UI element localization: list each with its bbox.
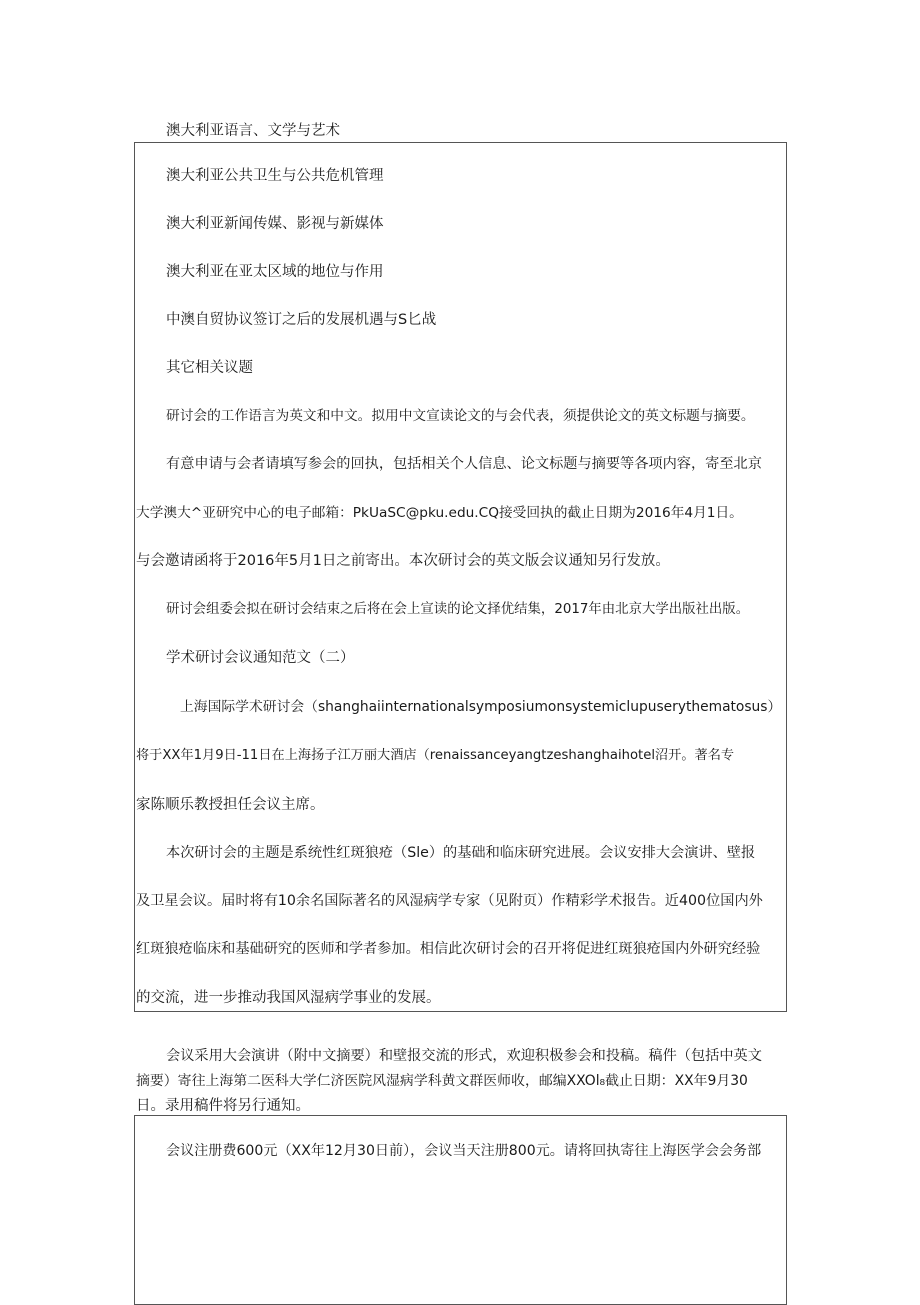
text-line: 及卫星会议。届时将有10余名国际著名的风湿病学专家（见附页）作精彩学术报告。近400位国内外 xyxy=(136,893,763,909)
text-line: 其它相关议题 xyxy=(166,360,253,376)
text-line: 红斑狼疮临床和基础研究的医师和学者参加。相信此次研讨会的召开将促进红斑狼疮国内外研究经验 xyxy=(136,941,761,957)
text-line: 中澳自贸协议签订之后的发展机遇与S匕战 xyxy=(166,312,437,328)
text-line: 研讨会的工作语言为英文和中文。拟用中文宣读论文的与会代表，须提供论文的英文标题与摘要。 xyxy=(166,408,755,424)
text-line: 会议采用大会演讲（附中文摘要）和壁报交流的形式，欢迎积极参会和投稿。稿件（包括中英文 xyxy=(166,1048,762,1064)
text-line: 澳大利亚公共卫生与公共危机管理 xyxy=(166,168,384,184)
text-line: 研讨会组委会拟在研讨会结束之后将在会上宣读的论文择优结集，2017年由北京大学出版社出版。 xyxy=(166,602,750,617)
text-line: 本次研讨会的主题是系统性红斑狼疮（Sle）的基础和临床研究进展。会议安排大会演讲、壁报 xyxy=(166,845,756,861)
text-line: 澳大利亚语言、文学与艺术 xyxy=(166,123,340,139)
text-line: 澳大利亚在亚太区域的地位与作用 xyxy=(166,264,384,280)
text-line: 家陈顺乐教授担任会议主席。 xyxy=(136,797,325,813)
text-line: 有意申请与会者请填写参会的回执，包括相关个人信息、论文标题与摘要等各项内容，寄至北京 xyxy=(166,456,762,472)
text-line: 学术研讨会议通知范文（二） xyxy=(166,650,355,666)
text-line: 的交流，进一步推动我国风湿病学事业的发展。 xyxy=(136,990,441,1006)
text-line: 日。录用稿件将另行通知。 xyxy=(136,1098,310,1114)
text-line: 将于XX年1月9日-11日在上海扬子江万丽大酒店（renaissanceyangtzeshanghaihotel沼开。著名专 xyxy=(136,748,735,763)
text-line: 摘要）寄往上海第二医科大学仁济医院风湿病学科黄文群医师收，邮编XXOl₈截止日期：XX年9月30 xyxy=(136,1073,748,1089)
text-line: 澳大利亚新闻传媒、影视与新媒体 xyxy=(166,216,384,232)
text-line: 与会邀请函将于2016年5月1日之前寄出。本次研讨会的英文版会议通知另行发放。 xyxy=(136,553,670,569)
text-line: 上海国际学术研讨会（shanghaiinternationalsymposiumonsystemiclupuserythematosus） xyxy=(180,699,782,715)
text-line: 大学澳大^亚研究中心的电子邮箱：PkUaSC@pku.edu.CQ接受回执的截止日期为2016年4月1日。 xyxy=(136,505,743,521)
text-line: 会议注册费600元（XX年12月30日前），会议当天注册800元。请将回执寄往上海医学会会务部 xyxy=(166,1143,762,1159)
